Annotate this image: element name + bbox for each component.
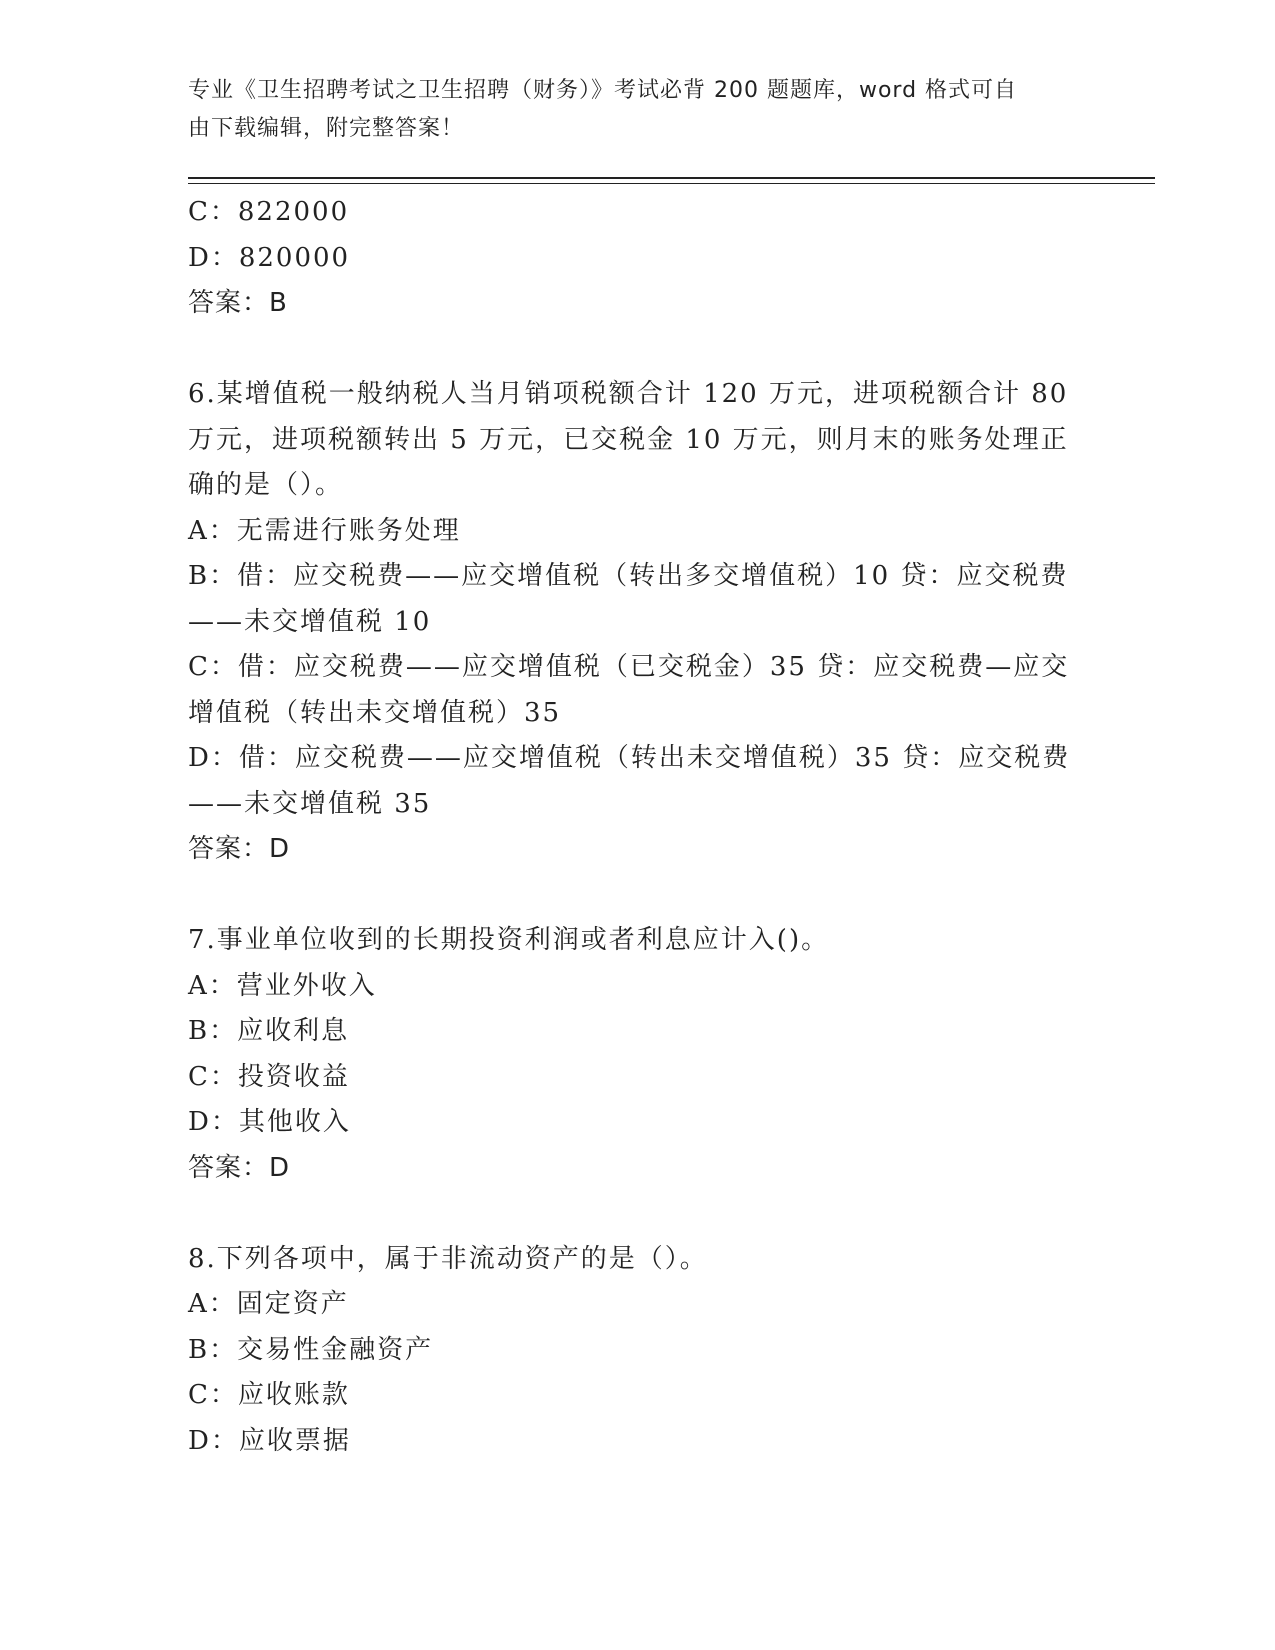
option-d: D：其他收入 xyxy=(188,1107,351,1137)
option-a: A：固定资产 xyxy=(188,1289,349,1319)
question-6 xyxy=(188,372,1078,873)
option-a: A：无需进行账务处理 xyxy=(188,515,461,546)
option-d: D：应收票据 xyxy=(188,1425,351,1456)
question-stem: 确的是（）。 xyxy=(188,470,344,500)
option-c: C：投资收益 xyxy=(188,1061,350,1092)
question-stem: 7.事业单位收到的长期投资利润或者利息应计入()。 xyxy=(188,925,830,955)
question-stem: 万元，进项税额转出 5 万元，已交税金 10 万元，则月末的账务处理正 xyxy=(188,424,1069,455)
question-7 xyxy=(188,918,1078,1191)
question-stem: 8.下列各项中，属于非流动资产的是（）。 xyxy=(188,1243,708,1274)
option-c-cont: 增值税（转出未交增值税）35 xyxy=(188,697,562,728)
header-rule-thick xyxy=(188,177,1155,179)
question-8 xyxy=(188,1237,1078,1465)
option-d-cont: ——未交增值税 35 xyxy=(188,788,432,819)
answer-line: 答案：B xyxy=(188,288,288,318)
header-line-2: 由下载编辑，附完整答案！ xyxy=(188,116,465,141)
option-b: B：交易性金融资产 xyxy=(188,1334,434,1365)
question-5-tail xyxy=(188,190,1078,327)
header-rule-thin xyxy=(188,183,1155,184)
answer-line: 答案：D xyxy=(188,1152,291,1183)
document-header xyxy=(188,72,1068,148)
option-c: C：借：应交税费——应交增值税（已交税金）35 贷：应交税费—应交 xyxy=(188,652,1070,682)
option-d: D：820000 xyxy=(188,242,351,273)
header-line-1: 专业《卫生招聘考试之卫生招聘（财务）》考试必背 200 题题库，word 格式可自 xyxy=(188,78,1018,103)
option-b: B：应收利息 xyxy=(188,1016,350,1046)
answer-line: 答案：D xyxy=(188,834,291,864)
option-b: B：借：应交税费——应交增值税（转出多交增值税）10 贷：应交税费 xyxy=(188,561,1069,591)
option-a: A：营业外收入 xyxy=(188,970,377,1001)
option-c: C：822000 xyxy=(188,197,350,227)
option-c: C：应收账款 xyxy=(188,1380,350,1410)
option-b-cont: ——未交增值税 10 xyxy=(188,606,432,637)
question-content xyxy=(188,190,1078,1464)
option-d: D：借：应交税费——应交增值税（转出未交增值税）35 贷：应交税费 xyxy=(188,743,1071,773)
question-stem: 6.某增值税一般纳税人当月销项税额合计 120 万元，进项税额合计 80 xyxy=(188,379,1069,409)
